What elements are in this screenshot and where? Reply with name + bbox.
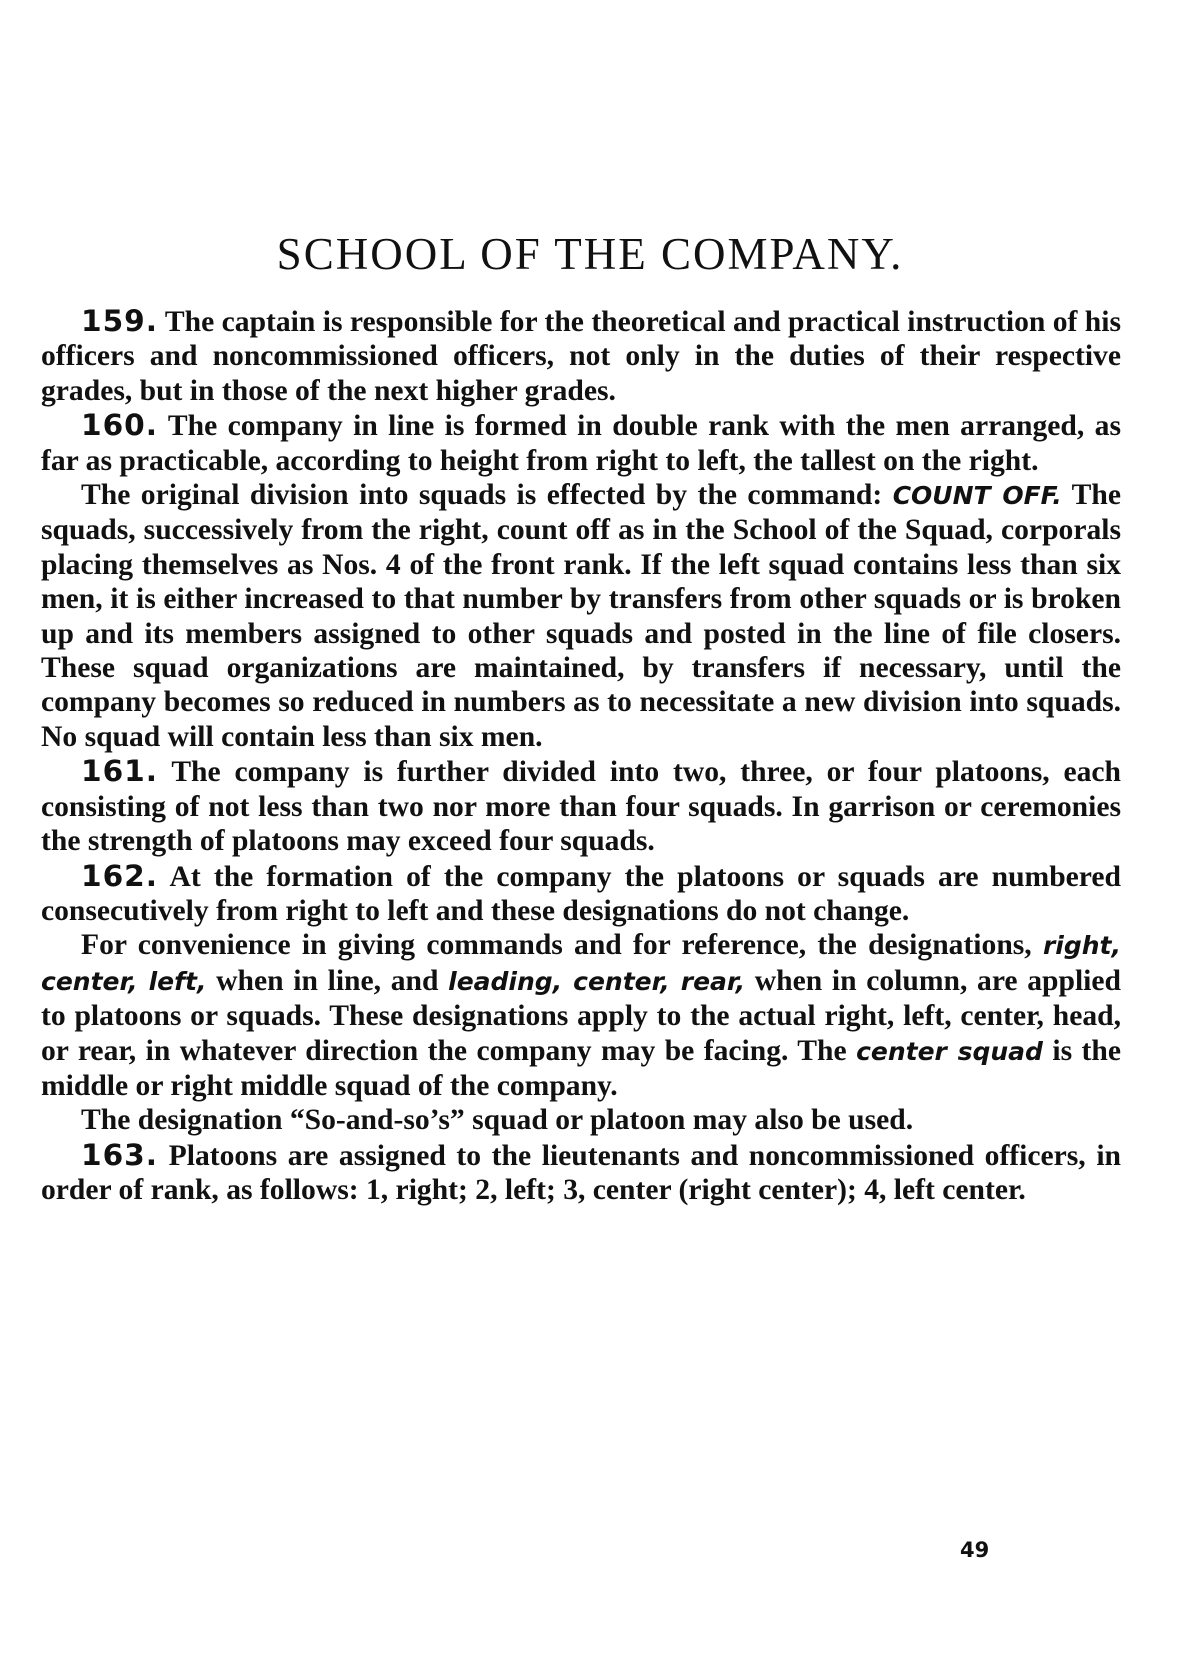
paragraph-number: 160. bbox=[81, 408, 159, 443]
page-number: 49 bbox=[960, 1538, 990, 1562]
paragraph-text: when in line, and bbox=[206, 964, 449, 997]
paragraph-text: The company is further divided into two, three, or four platoons, each consisting of not less than two nor more than four squads. In garrison or ceremonies the strength of platoons may exceed four squads. bbox=[41, 756, 1121, 858]
command-text: COUNT OFF. bbox=[892, 481, 1062, 511]
paragraph-161 bbox=[41, 754, 1121, 858]
paragraph-number: 161. bbox=[81, 754, 159, 789]
paragraph-text: The designation “So-and-so’s” squad or platoon may also be used. bbox=[81, 1104, 914, 1137]
paragraph-number: 162. bbox=[81, 858, 159, 893]
paragraph-text: when in column, are applied to platoons or squads. These designations apply to the actual right, left, center, head, or rear, in whatever direction the company may be facing. The bbox=[41, 964, 1121, 1067]
paragraph-text: The original division into squads is effected by the command: bbox=[81, 479, 893, 512]
page-title: SCHOOL OF THE COMPANY. bbox=[276, 229, 904, 279]
paragraph-text: The captain is responsible for the theoretical and practical instruction of his officers and noncommissioned officers, not only in the duties of their respective grades, but in those of the next higher grades. bbox=[41, 306, 1121, 407]
paragraph-160 bbox=[41, 408, 1121, 478]
paragraph-text: The company in line is formed in double rank with the men arranged, as far as practicable, according to height from right to left, the tallest on the right. bbox=[41, 410, 1121, 477]
paragraph-text: For convenience in giving commands and for reference, the designations, bbox=[81, 929, 1043, 962]
paragraph-text: Platoons are assigned to the lieutenants and noncommissioned officers, in order of rank, as follows: 1, right; 2, left; 3, center (right center); 4, left center. bbox=[41, 1139, 1121, 1207]
designation-text: leading, center, rear, bbox=[448, 966, 746, 996]
paragraph-text: At the formation of the company the platoons or squads are numbered consecutively from right to left and these designations do not change. bbox=[41, 860, 1121, 927]
paragraph-162-continued bbox=[41, 928, 1121, 1103]
designation-text: right, center, left, bbox=[41, 931, 1121, 996]
paragraph-text: is the middle or right middle squad of the company. bbox=[41, 1034, 1122, 1102]
paragraph-162 bbox=[41, 859, 1121, 929]
paragraph-162-note bbox=[41, 1103, 1121, 1137]
paragraph-number: 163. bbox=[81, 1137, 159, 1172]
designation-text: center squad bbox=[856, 1036, 1043, 1066]
paragraph-160-continued bbox=[41, 478, 1121, 754]
paragraph-159 bbox=[41, 304, 1121, 408]
paragraph-text: The squads, successively from the right, count off as in the School of the Squad, corporals placing themselves as Nos. 4 of the front rank. If the left squad contains less than six men, it is either increased to that number by transfers from other squads or is broken up and its members assigned to other squads and posted in the line of file closers. These squad organizations are maintained, by transfers if necessary, until the company becomes so reduced in numbers as to necessitate a new division into squads. No squad will contain less than six men. bbox=[41, 479, 1122, 753]
body-text bbox=[41, 304, 1121, 1208]
paragraph-number: 159. bbox=[81, 304, 159, 338]
paragraph-163 bbox=[41, 1138, 1121, 1208]
